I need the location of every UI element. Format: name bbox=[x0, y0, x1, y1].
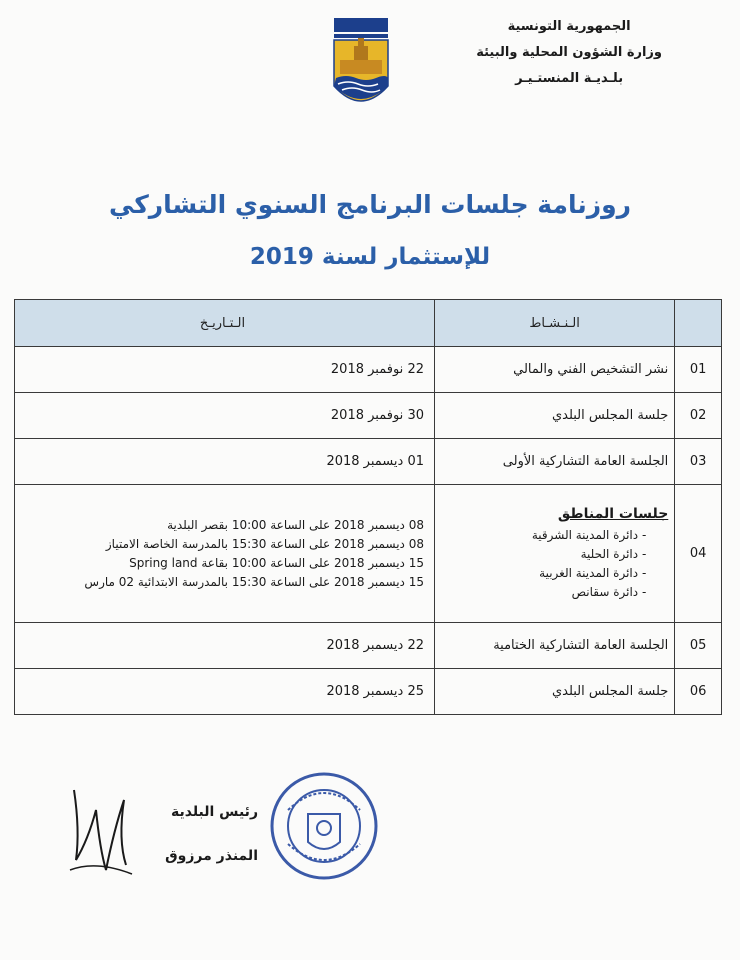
header-municipality: بلـديـة المنستـيـر bbox=[515, 71, 624, 86]
header-activity: الـنـشـاط bbox=[434, 300, 674, 347]
table-row: 01 نشر التشخيص الفني والمالي 22 نوفمبر 2018 bbox=[15, 347, 722, 393]
header-block bbox=[476, 14, 662, 92]
municipality-logo-icon bbox=[330, 16, 392, 112]
list-item: 15 ديسمبر 2018 على الساعة 15:30 بالمدرسة الابتدائية 02 مارس bbox=[84, 574, 424, 589]
table-row: 05 الجلسة العامة التشاركية الختامية 22 ديسمبر 2018 bbox=[15, 623, 722, 669]
signature-block bbox=[118, 790, 258, 878]
list-item: - دائرة المدينة الشرقية bbox=[441, 526, 646, 545]
page-title: روزنامة جلسات البرنامج السنوي التشاركي bbox=[108, 190, 632, 219]
list-item: 15 ديسمبر 2018 على الساعة 10:00 بقاعة Spring land bbox=[129, 555, 424, 570]
schedule-table bbox=[14, 299, 722, 715]
header-num bbox=[675, 300, 722, 347]
header-ministry: وزارة الشؤون المحلية والبيئة bbox=[476, 45, 662, 60]
regions-list bbox=[441, 526, 668, 602]
regions-title: جلسات المناطق bbox=[557, 505, 669, 522]
signatory-role: رئيس البلدية bbox=[170, 804, 258, 820]
list-item: 08 ديسمبر 2018 على الساعة 10:00 بقصر البلدية bbox=[167, 517, 424, 532]
list-item: - دائرة المدينة الغربية bbox=[441, 564, 646, 583]
table-row: 02 جلسة المجلس البلدي 30 نوفمبر 2018 bbox=[15, 393, 722, 439]
official-stamp-icon bbox=[268, 770, 380, 882]
table-row-regions: 04 جلسات المناطق - دائرة المدينة الشرقية - دائرة الحلية - دائرة المدينة الغربية - دائرة سقانص 08 ديسمبر 2018 على الساعة 10:00 بقصر البلدية 08 ديسمبر 2018 على الساعة 15:30 بالمدرسة الخاصة الامتياز 15 ديسمبر 2018 على الساعة 10:00 بقاعة Spring land 15 ديسمبر 2018 على الساعة 15:30 بالمدرسة الابتدائية 02 مارس bbox=[15, 485, 722, 623]
header-republic: الجمهورية التونسية bbox=[507, 19, 631, 34]
signatory-name: المنذر مرزوق bbox=[165, 848, 258, 864]
list-item: 08 ديسمبر 2018 على الساعة 15:30 بالمدرسة الخاصة الامتياز bbox=[105, 536, 424, 551]
list-item: - دائرة سقانص bbox=[441, 583, 646, 602]
table-row: 03 الجلسة العامة التشاركية الأولى 01 ديسمبر 2018 bbox=[15, 439, 722, 485]
table-row: 06 جلسة المجلس البلدي 25 ديسمبر 2018 bbox=[15, 669, 722, 715]
regions-schedule bbox=[15, 485, 435, 623]
list-item: - دائرة الحلية bbox=[441, 545, 646, 564]
page-subtitle: للإستثمار لسنة 2019 bbox=[249, 244, 491, 270]
header-date: الـتـاريـخ bbox=[15, 300, 435, 347]
